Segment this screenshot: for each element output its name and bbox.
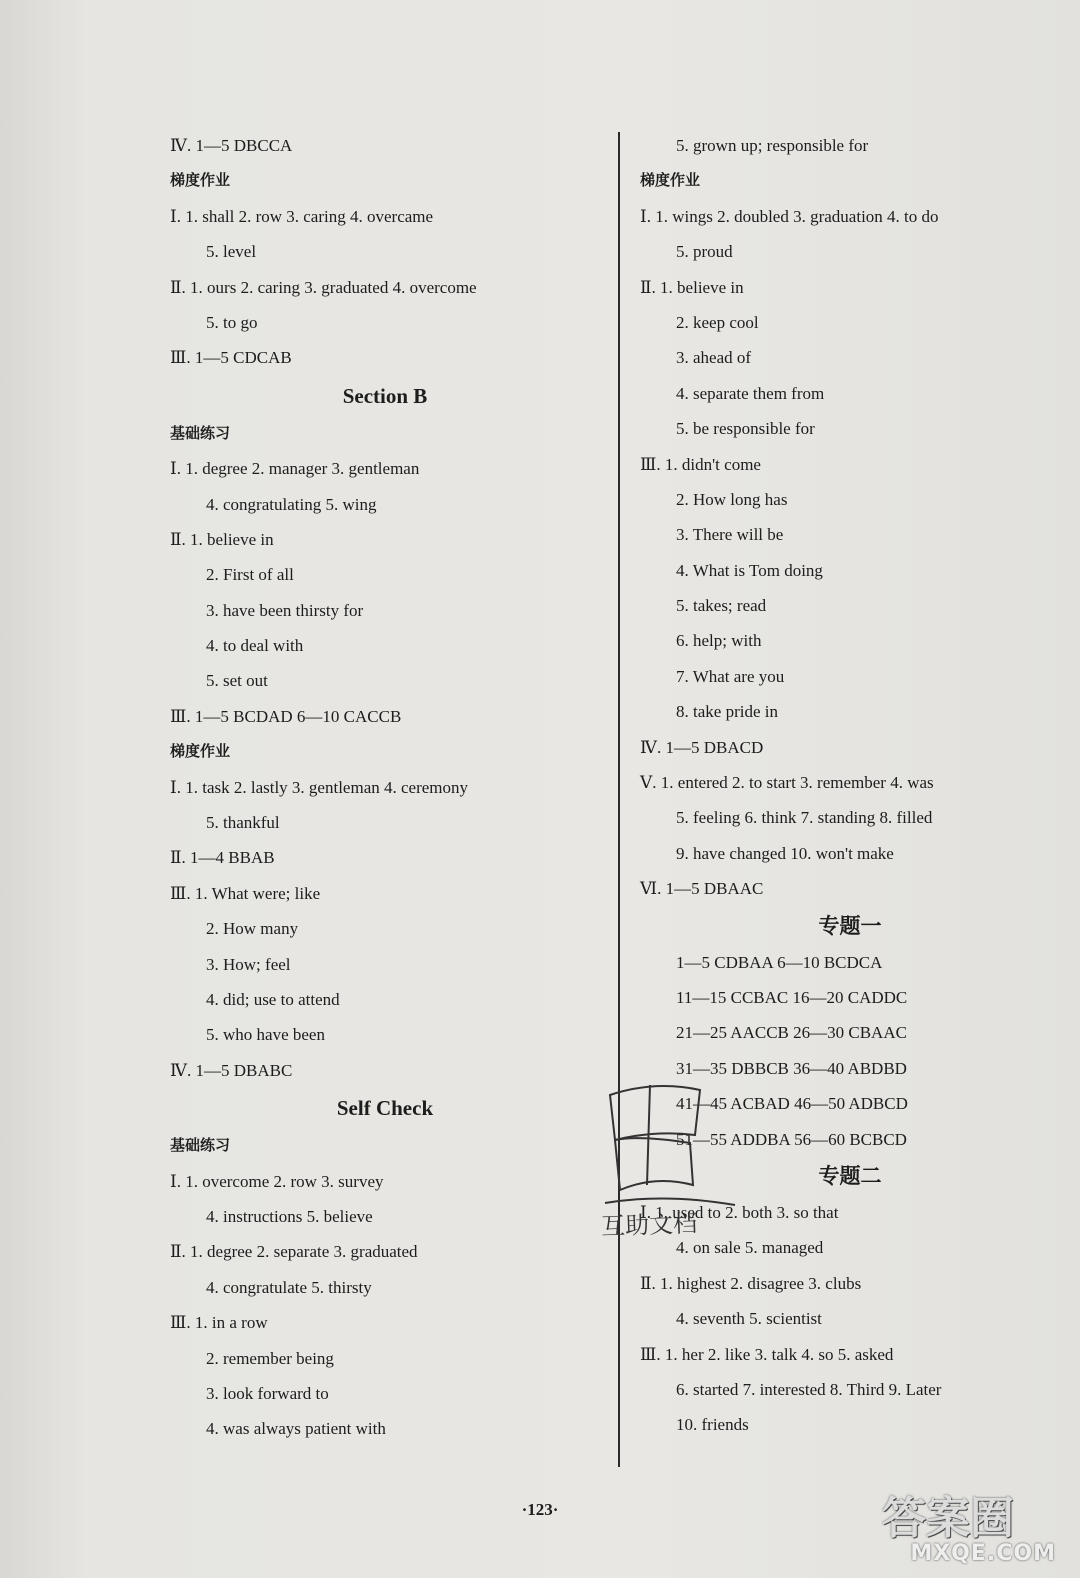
- answer-text: Ⅲ. 1—5 BCDAD 6—10 CACCB: [170, 706, 402, 726]
- answer-line: [170, 1411, 600, 1446]
- answer-text: 4. to deal with: [206, 636, 304, 656]
- answer-text: 2. First of all: [206, 565, 294, 585]
- answer-text: 7. What are you: [676, 666, 785, 686]
- answer-text: 3. have been thirsty for: [206, 600, 364, 620]
- answer-text: 5. proud: [676, 242, 733, 262]
- answer-line: [640, 376, 1060, 411]
- answer-line: [170, 199, 600, 234]
- answer-text: Ⅱ. 1. ours 2. caring 3. graduated 4. overcome: [170, 277, 477, 297]
- answer-text: 4. was always patient with: [206, 1419, 386, 1439]
- answer-line: [170, 628, 600, 663]
- answer-text: 4. on sale 5. managed: [676, 1238, 824, 1258]
- answer-text: 3. ahead of: [676, 348, 752, 368]
- answer-text: Ⅱ. 1. believe in: [170, 529, 274, 549]
- answer-text: Ⅱ. 1. believe in: [640, 277, 744, 297]
- answer-text: 3. There will be: [676, 525, 784, 545]
- answer-text: Ⅰ. 1. overcome 2. row 3. survey: [170, 1171, 384, 1191]
- answer-line: [640, 765, 1060, 800]
- heading-text: 梯度作业: [170, 742, 231, 761]
- answer-line: [170, 1053, 600, 1088]
- answer-line: [170, 805, 600, 840]
- handwritten-watermark: [595, 1075, 745, 1241]
- answer-text: Ⅰ. 1. task 2. lastly 3. gentleman 4. ceremony: [170, 777, 469, 797]
- answer-line: [640, 305, 1060, 340]
- answer-line: [640, 836, 1060, 871]
- exercise-heading: [170, 416, 600, 451]
- heading-text: 梯度作业: [640, 171, 701, 190]
- heading-text: 基础练习: [170, 1136, 231, 1155]
- exercise-heading: [170, 734, 600, 769]
- answer-text: 2. remember being: [206, 1348, 334, 1368]
- answer-text: 10. friends: [676, 1415, 749, 1435]
- answer-line: [170, 1017, 600, 1052]
- answer-line: [170, 911, 600, 946]
- answer-line: [640, 1266, 1060, 1301]
- answer-text: 4. instructions 5. believe: [206, 1206, 373, 1226]
- answer-line: [640, 1230, 1060, 1265]
- site-logo: [882, 1482, 1062, 1568]
- answer-line: [640, 588, 1060, 623]
- answer-line: [640, 1337, 1060, 1372]
- answer-line: [640, 694, 1060, 729]
- answer-text: Ⅳ. 1—5 DBABC: [170, 1060, 293, 1080]
- answer-line: [170, 770, 600, 805]
- answer-line: [170, 663, 600, 698]
- answer-line: [170, 982, 600, 1017]
- answer-text: 4. separate them from: [676, 383, 825, 403]
- answer-line: [640, 659, 1060, 694]
- answer-line: [170, 1341, 600, 1376]
- answer-line: [640, 340, 1060, 375]
- answer-text: Ⅳ. 1—5 DBACD: [640, 737, 764, 757]
- answer-text: 31—35 DBBCB 36—40 ABDBD: [676, 1058, 907, 1078]
- answer-line: [170, 522, 600, 557]
- answer-text: Ⅱ. 1. highest 2. disagree 3. clubs: [640, 1273, 862, 1293]
- answer-line: [640, 980, 1060, 1015]
- answer-line: [640, 1407, 1060, 1442]
- answer-line: [170, 234, 600, 269]
- answer-text: Ⅱ. 1. degree 2. separate 3. graduated: [170, 1242, 418, 1262]
- heading-text: 基础练习: [170, 423, 231, 442]
- answer-text: Ⅱ. 1—4 BBAB: [170, 848, 275, 868]
- answer-line: [640, 447, 1060, 482]
- answer-line: [640, 482, 1060, 517]
- answer-text: 21—25 AACCB 26—30 CBAAC: [676, 1023, 907, 1043]
- answer-line: [640, 553, 1060, 588]
- column-divider: [618, 132, 620, 1467]
- answer-line: [170, 1164, 600, 1199]
- answer-text: 41—45 ACBAD 46—50 ADBCD: [676, 1094, 908, 1114]
- exercise-heading: [640, 163, 1060, 198]
- section-title: Self Check: [336, 1096, 434, 1121]
- answer-text: 4. congratulating 5. wing: [206, 494, 377, 514]
- section-title: Section B: [342, 383, 428, 408]
- answer-text: 51—55 ADDBA 56—60 BCBCD: [676, 1129, 907, 1149]
- answer-line: [640, 199, 1060, 234]
- answer-line: [170, 340, 600, 375]
- answer-text: Ⅰ. 1. degree 2. manager 3. gentleman: [170, 459, 420, 479]
- answer-text: Ⅲ. 1. didn't come: [640, 454, 761, 474]
- answer-text: Ⅲ. 1—5 CDCAB: [170, 348, 292, 368]
- page-number: ·123·: [521, 1500, 559, 1519]
- answer-text: Ⅴ. 1. entered 2. to start 3. remember 4. was: [640, 773, 934, 793]
- answer-text: Ⅳ. 1—5 DBCCA: [170, 136, 293, 155]
- answer-line: [640, 411, 1060, 446]
- topic-title: 专题一: [818, 913, 882, 938]
- answer-text: Ⅰ. 1. used to 2. both 3. so that: [640, 1202, 839, 1222]
- answer-line: [640, 1301, 1060, 1336]
- answer-text: 1—5 CDBAA 6—10 BCDCA: [676, 952, 883, 972]
- answer-line: [640, 517, 1060, 552]
- answer-text: 3. look forward to: [206, 1383, 329, 1403]
- answer-line: [170, 487, 600, 522]
- answer-line: [170, 840, 600, 875]
- answer-text: 4. What is Tom doing: [676, 560, 823, 580]
- answer-line: [170, 1270, 600, 1305]
- answer-text: 6. started 7. interested 8. Third 9. Later: [676, 1379, 942, 1399]
- answer-text: 4. seventh 5. scientist: [676, 1309, 822, 1329]
- topic-title: 专题二: [818, 1163, 882, 1188]
- exercise-heading: [170, 163, 600, 198]
- answer-text: 9. have changed 10. won't make: [676, 843, 894, 863]
- answer-line: [170, 557, 600, 592]
- answer-text: 11—15 CCBAC 16—20 CADDC: [676, 987, 908, 1007]
- answer-line: [170, 876, 600, 911]
- left-column: [170, 128, 600, 1447]
- answer-line: [640, 1372, 1060, 1407]
- answer-line: [640, 945, 1060, 980]
- answer-text: 5. level: [206, 242, 257, 262]
- answer-text: 6. help; with: [676, 631, 762, 651]
- answer-text: 5. thankful: [206, 813, 280, 833]
- answer-line: [170, 451, 600, 486]
- answer-line: [640, 270, 1060, 305]
- answer-line: [170, 305, 600, 340]
- answer-line: [170, 593, 600, 628]
- answer-line: [640, 871, 1060, 906]
- answer-text: 2. How long has: [676, 489, 788, 509]
- answer-line: [170, 1234, 600, 1269]
- logo-bottom-text: MXQE.COM: [910, 1541, 1056, 1566]
- answer-text: Ⅲ. 1. What were; like: [170, 883, 321, 903]
- answer-text: 5. takes; read: [676, 596, 767, 616]
- answer-text: Ⅲ. 1. her 2. like 3. talk 4. so 5. asked: [640, 1344, 894, 1364]
- answer-line: [640, 730, 1060, 765]
- answer-text: 4. congratulate 5. thirsty: [206, 1277, 372, 1297]
- answer-text: Ⅲ. 1. in a row: [170, 1313, 268, 1333]
- exercise-heading: [170, 1128, 600, 1163]
- answer-line: [170, 699, 600, 734]
- answer-line: [170, 1199, 600, 1234]
- answer-line: [170, 128, 600, 163]
- answer-line: [640, 128, 1060, 163]
- answer-text: 5. be responsible for: [676, 419, 815, 439]
- answer-text: 8. take pride in: [676, 702, 778, 722]
- right-column: [640, 128, 1060, 1443]
- answer-text: 4. did; use to attend: [206, 989, 340, 1009]
- answer-text: 5. grown up; responsible for: [676, 136, 869, 155]
- heading-text: 梯度作业: [170, 171, 231, 190]
- answer-line: [640, 623, 1060, 658]
- answer-line: [170, 947, 600, 982]
- answer-line: [170, 1305, 600, 1340]
- answer-text: Ⅵ. 1—5 DBAAC: [640, 879, 764, 899]
- answer-text: Ⅰ. 1. wings 2. doubled 3. graduation 4. to do: [640, 206, 939, 226]
- answer-line: [640, 1015, 1060, 1050]
- answer-text: 2. keep cool: [676, 312, 759, 332]
- answer-text: 5. feeling 6. think 7. standing 8. filled: [676, 808, 933, 828]
- answer-text: 3. How; feel: [206, 954, 291, 974]
- answer-text: 5. who have been: [206, 1025, 325, 1045]
- answer-line: [640, 800, 1060, 835]
- answer-text: 5. to go: [206, 312, 258, 332]
- watermark-text: 互助文档: [600, 1209, 698, 1241]
- answer-line: [170, 270, 600, 305]
- answer-text: Ⅰ. 1. shall 2. row 3. caring 4. overcame: [170, 206, 434, 226]
- answer-line: [640, 234, 1060, 269]
- answer-text: 5. set out: [206, 671, 268, 691]
- answer-text: 2. How many: [206, 919, 299, 939]
- answer-line: [170, 1376, 600, 1411]
- logo-top-text: 答案圈: [882, 1493, 1014, 1544]
